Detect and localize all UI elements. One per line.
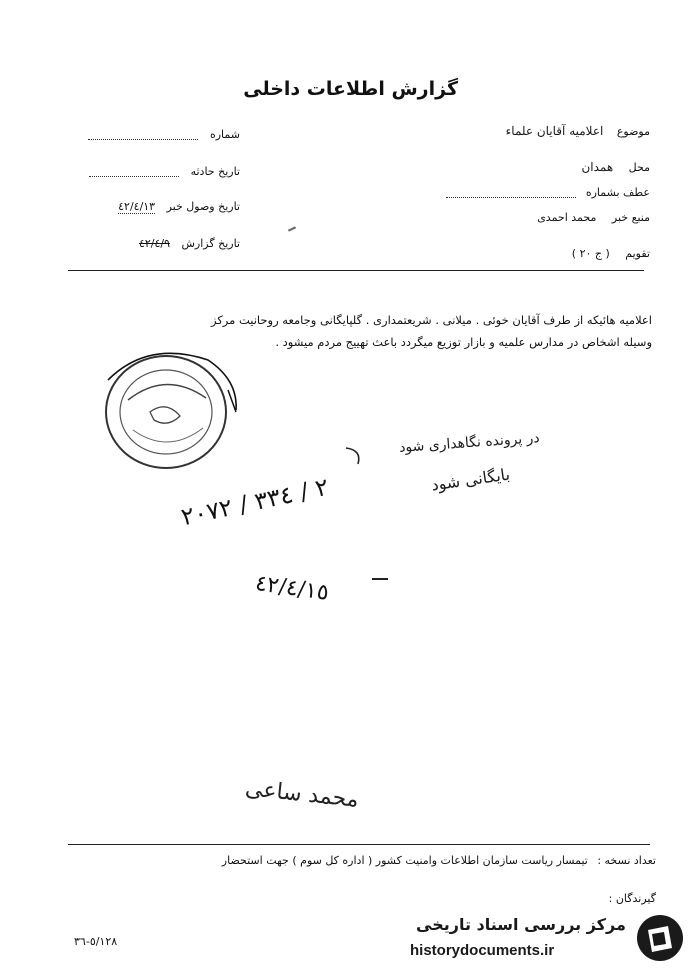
report-date-label: تاریخ گزارش bbox=[181, 237, 240, 250]
copies-row bbox=[56, 854, 656, 867]
incident-date-label: تاریخ حادثه bbox=[190, 165, 240, 178]
recipients-row bbox=[536, 892, 656, 905]
ref-label: عطف بشماره bbox=[585, 186, 650, 199]
handwritten-reference-numbers: ٢ / ٣٣٤ / ٢٠٧٢ bbox=[178, 472, 332, 532]
subject-label: موضوع bbox=[616, 125, 650, 138]
document-code: ٥/١٢٨-٣٦ bbox=[74, 935, 118, 948]
scribble-mark bbox=[340, 440, 370, 470]
report-date-value: ٤٢/٤/٩ bbox=[138, 237, 170, 250]
signature: محمد ساعی bbox=[244, 776, 360, 813]
handwritten-note-2: بایگانی شود bbox=[429, 464, 511, 495]
seal-stamp bbox=[88, 340, 248, 480]
source-row bbox=[450, 211, 650, 224]
bottom-divider bbox=[68, 844, 650, 845]
watermark-logo-icon bbox=[634, 912, 686, 964]
ref-row bbox=[440, 186, 650, 199]
recipients-label: گیرندگان : bbox=[608, 892, 656, 905]
ref-dotted-line bbox=[446, 189, 576, 198]
place-label: محل bbox=[628, 161, 650, 174]
report-date-row bbox=[80, 237, 240, 250]
handwritten-date: ٤٢/٤/١٥ bbox=[253, 570, 331, 607]
received-date-value: ٤٢/٤/١٣ bbox=[118, 200, 156, 213]
number-row bbox=[80, 128, 240, 141]
incident-date-dotted-line bbox=[89, 168, 179, 177]
report-title: گزارش اطلاعات داخلی bbox=[243, 78, 458, 100]
received-date-label: تاریخ وصول خبر bbox=[166, 200, 240, 213]
calendar-value: ( ج ٢٠ ) bbox=[571, 247, 610, 260]
pencil-mark bbox=[288, 226, 296, 231]
handwritten-note-1: در پرونده نگاهداری شود bbox=[398, 430, 541, 456]
calendar-row bbox=[450, 247, 650, 260]
copies-value: تیمسار ریاست سازمان اطلاعات وامنیت کشور ( اداره کل سوم ) جهت استحضار bbox=[221, 854, 588, 867]
source-value: محمد احمدی bbox=[537, 211, 597, 224]
top-divider bbox=[68, 270, 644, 271]
dash-mark bbox=[372, 578, 388, 580]
copies-label: تعداد نسخه : bbox=[597, 854, 656, 867]
received-date-row bbox=[74, 200, 240, 213]
number-label: شماره bbox=[209, 128, 240, 141]
subject-row bbox=[410, 124, 650, 138]
place-row bbox=[450, 160, 650, 174]
number-dotted-line bbox=[88, 131, 198, 140]
subject-value: اعلامیه آقایان علماء bbox=[505, 124, 604, 138]
incident-date-row bbox=[80, 165, 240, 178]
body-line-2: وسیله اشخاص در مدارس علمیه و بازار توزیع میگردد باعث تهییج مردم میشود . bbox=[275, 335, 652, 349]
watermark-org-name: مرکز بررسی اسناد تاریخی bbox=[416, 915, 626, 934]
calendar-label: تقویم bbox=[625, 247, 650, 260]
source-label: منبع خبر bbox=[611, 211, 650, 224]
place-value: همدان bbox=[581, 160, 614, 174]
watermark-url: historydocuments.ir bbox=[410, 942, 555, 959]
body-line-1: اعلامیه هائیکه از طرف آقایان خوئی . میلانی . شریعتمداری . گلپایگانی وجامعه روحانیت مرکز bbox=[210, 313, 652, 327]
